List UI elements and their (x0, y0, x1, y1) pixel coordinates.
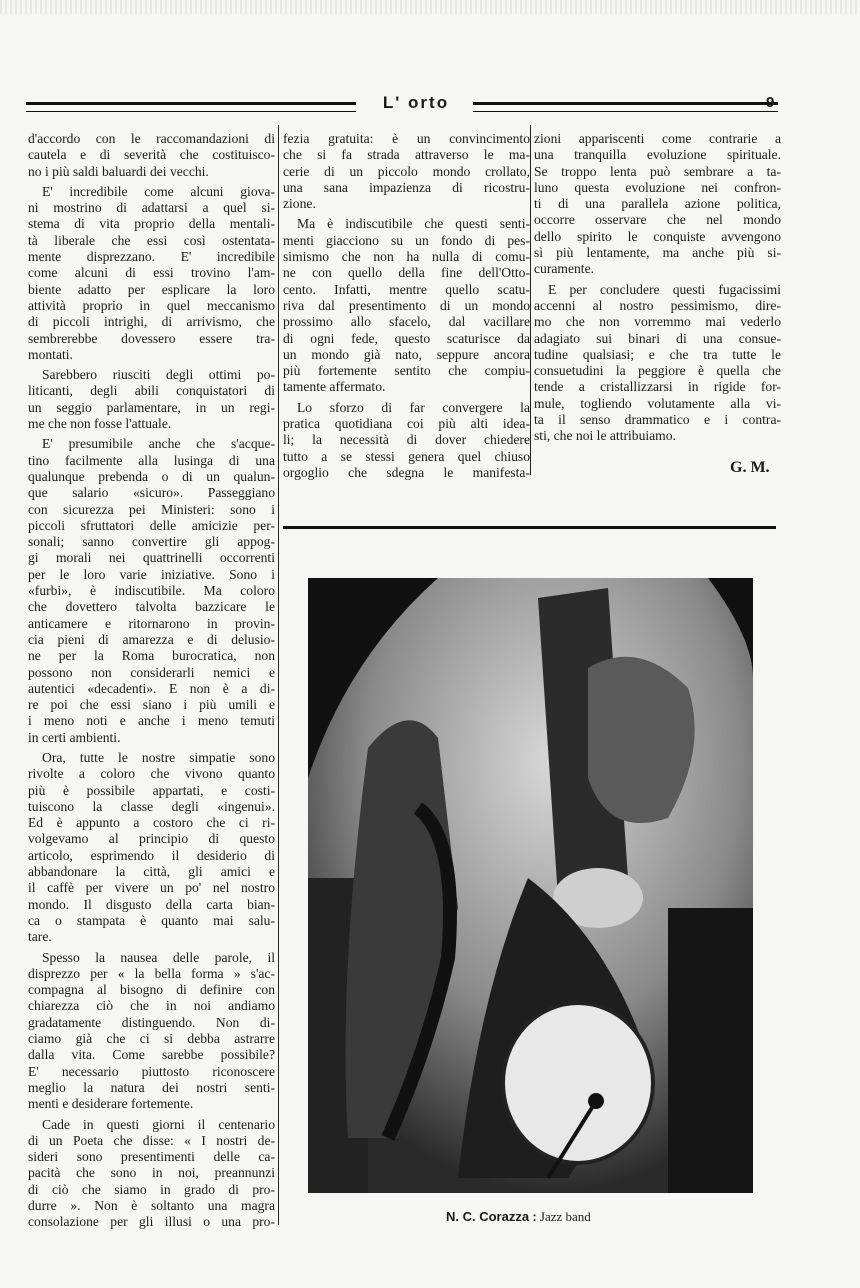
text-line: menti giacciono su un fondo di pes- (283, 232, 530, 248)
paragraph (28, 184, 275, 363)
text-line: d'accordo con le raccomandazioni di (28, 131, 275, 146)
text-line: zioni appariscenti come contrarie a (534, 131, 781, 146)
text-line: meglio la natura dei nostri senti- (28, 1079, 275, 1095)
text-line: una sana impazienza di ricostru- (283, 179, 530, 195)
text-line: possono non considerarli nemici e (28, 664, 275, 680)
text-line: i meno noti e anche i meno temuti (28, 713, 275, 729)
text-line: tuiscono la classe degli «ingenui». (28, 798, 275, 814)
text-line: ta il senso drammatico e i contra- (534, 412, 781, 428)
text-line: Se troppo lenta può sembrare a ta- (534, 163, 781, 179)
text-line: Sarebbero riusciti degli ottimi po- (42, 367, 275, 383)
text-line: montati. (28, 346, 73, 362)
text-line: disprezzo per « la bella forma » s'ac- (28, 965, 275, 981)
paragraph (28, 1117, 275, 1231)
text-line: E per concludere questi fugacissimi (548, 281, 781, 297)
text-line: sembrerebbe dovessero essere tra- (28, 330, 275, 346)
text-line: pratica quotidiana coi più alti idea- (283, 416, 530, 432)
magazine-title: L' orto (382, 93, 450, 112)
text-line: Cade in questi giorni il centenario (42, 1116, 275, 1132)
text-line: più fortemente sentito che compiu- (283, 363, 530, 379)
paragraph (283, 216, 530, 395)
scan-noise (0, 0, 860, 14)
text-line: per le loro varie iniziative. Sono i (28, 566, 275, 582)
paragraph (28, 750, 275, 946)
text-line: que salario «sicuro». Passeggiano (28, 485, 275, 501)
text-line: piccoli sfruttatori delle amicizie per- (28, 517, 275, 533)
text-line: cia pieni di amarezza e di delusio- (28, 631, 275, 647)
text-line: attività proprio in quel meccanismo (28, 297, 275, 313)
text-line: dello spirito le conquiste avvengono (534, 228, 781, 244)
text-line: mule, togliendo volutamente alla vi- (534, 395, 781, 411)
text-line: E' incredibile come alcuni giova- (42, 183, 275, 199)
text-line: stema di vita proprio della mentali- (28, 216, 275, 232)
text-line: una tranquilla evoluzione spirituale. (534, 147, 781, 163)
author-signature: G. M. (730, 459, 770, 476)
text-line: tino facilmente alla lusinga di una (28, 452, 275, 468)
header-rule-right (473, 102, 778, 112)
text-line: qualunque prebenda o di un qualun- (28, 468, 275, 484)
text-line: fezia gratuita: è un convincimento (283, 131, 530, 146)
text-line: prossimo allo sfacelo, dal vacillare (283, 314, 530, 330)
text-line: che si fa strada attraverso le ma- (283, 147, 530, 163)
text-line: anticamere e ritornarono in provin- (28, 615, 275, 631)
text-line: cerie di un piccolo mondo crollato, (283, 163, 530, 179)
illustration-caption (446, 1209, 591, 1225)
text-line: più è possibile appartati, e costi- (28, 782, 275, 798)
text-line: pacità che sono in noi, preannunzi (28, 1165, 275, 1181)
text-line: orgoglio che sdegna le manifesta- (283, 464, 530, 480)
text-line: menti e desiderare fortemente. (28, 1096, 194, 1112)
text-line: di un Poeta che disse: « I nostri de- (28, 1132, 275, 1148)
text-line: simismo che non ha nulla di comu- (283, 249, 530, 265)
text-line: sideri sono presentimenti delle ca- (28, 1149, 275, 1165)
paragraph (28, 436, 275, 746)
text-line: E' necessario piuttosto riconoscere (28, 1063, 275, 1079)
text-line: mondo. Il disgusto della carta bian- (28, 896, 275, 912)
text-line: luno questa evoluzione nei confron- (534, 179, 781, 195)
article-column-2 (283, 131, 530, 485)
text-line: con sicurezza pei Ministeri: sono i (28, 501, 275, 517)
paragraph (283, 131, 530, 212)
text-line: liticanti, degli abili conquistatori di (28, 383, 275, 399)
text-line: cautela e di severità che costituisco- (28, 147, 275, 163)
text-line: ne con quello della fine dell'Otto- (283, 265, 530, 281)
text-line: gradatamente distinguendo. Non di- (28, 1014, 275, 1030)
article-column-3 (534, 131, 781, 449)
text-line: tà liberale che essi così ostentata- (28, 232, 275, 248)
caption-title: Jazz band (539, 1209, 591, 1224)
text-line: consuetudini la peggiore è quella che (534, 363, 781, 379)
text-line: compagna al bisogno di definire con (28, 982, 275, 998)
caption-artist: N. C. Corazza (446, 1209, 530, 1224)
text-line: dalla vita. Come sarebbe possibile? (28, 1047, 275, 1063)
text-line: li; la necessità di dover chiedere (283, 432, 530, 448)
text-line: tutto a se stessi genera quel chiuso (283, 448, 530, 464)
text-line: ti di una parallela azione politica, (534, 196, 781, 212)
text-line: come alcuni di essi trovino l'am- (28, 265, 275, 281)
text-line: Lo sforzo di far convergere la (297, 399, 530, 415)
text-line: ciamo già che ci si debba astrarre (28, 1031, 275, 1047)
text-line: tudine qualsiasi; e che tra tutte le (534, 346, 781, 362)
text-line: Ed è appunto a costoro che ci ri- (28, 815, 275, 831)
paragraph (28, 367, 275, 432)
text-line: rivolte a coloro che vivono quanto (28, 766, 275, 782)
text-line: adagiato sui binari di una consue- (534, 330, 781, 346)
text-line: me che non fosse l'attuale. (28, 416, 172, 432)
text-line: di ogni fede, questo scaturisce da (283, 330, 530, 346)
paragraph (534, 131, 781, 278)
text-line: sti, che noi le attribuiamo. (534, 428, 676, 444)
text-line: abbandonare la città, gli amici e (28, 864, 275, 880)
column-divider (530, 125, 531, 475)
column-divider (278, 125, 279, 1225)
section-rule (283, 526, 776, 529)
text-line: Spesso la nausea delle parole, il (42, 949, 275, 965)
jazz-band-illustration (308, 578, 753, 1193)
text-line: tare. (28, 929, 52, 945)
text-line: mo che non vorremmo mai vederlo (534, 314, 781, 330)
text-line: tende a cristallizzarsi in rigide for- (534, 379, 781, 395)
text-line: durre ». Non è soltanto una magra (28, 1198, 275, 1213)
text-line: «furbi», è indiscutibile. Ma coloro (28, 583, 275, 599)
text-line: accenni al nostro pessimismo, dire- (534, 297, 781, 313)
text-line: in certi ambienti. (28, 729, 121, 745)
text-line: di piccoli intrighi, di arrivismo, che (28, 314, 275, 330)
article-column-1 (28, 131, 275, 1235)
paragraph (283, 400, 530, 481)
text-line: mente disprezzano. E' incredibile (28, 249, 275, 265)
text-line: biente adatto per esplicare la loro (28, 281, 275, 297)
text-line: Ora, tutte le nostre simpatie sono (42, 749, 275, 765)
text-line: gi morali nei quattrinelli occorrenti (28, 550, 275, 566)
text-line: il caffè per vivere un po' nel nostro (28, 880, 275, 896)
text-line: E' presumibile anche che s'acque- (42, 436, 275, 452)
text-line: ca o stampata è quanto mai salu- (28, 912, 275, 928)
text-line: Ma è indiscutibile che questi senti- (297, 216, 530, 232)
text-line: occorre osservare che nel mondo (534, 212, 781, 228)
text-line: sonali; sanno convertire gli appog- (28, 534, 275, 550)
text-line: re poi che essi siano i più umili e (28, 697, 275, 713)
text-line: ni mostrino di adattarsi a quel si- (28, 200, 275, 216)
text-line: autentici «decadenti». E non è a di- (28, 680, 275, 696)
paragraph (28, 950, 275, 1113)
text-line: sì più lentamente, ma anche più si- (534, 245, 781, 261)
text-line: zione. (283, 196, 316, 212)
page-header (26, 93, 786, 116)
text-line: ne per la Roma burocratica, non (28, 648, 275, 664)
text-line: no i più saldi baluardi dei vecchi. (28, 163, 209, 179)
paragraph (28, 131, 275, 180)
text-line: tamente affermato. (283, 379, 386, 395)
text-line: articolo, esprimendo il desiderio di (28, 847, 275, 863)
text-line: un seggio parlamentare, in un regi- (28, 399, 275, 415)
text-line: chiarezza ciò che in noi andiamo (28, 998, 275, 1014)
text-line: di ciò che siamo in grado di pro- (28, 1181, 275, 1197)
text-line: volgevamo al principio di questo (28, 831, 275, 847)
text-line: consolazione per gli illusi o una pro- (28, 1214, 275, 1230)
text-line: riva dal presentimento di un mondo (283, 297, 530, 313)
caption-separator: : (532, 1209, 537, 1224)
text-line: un mondo già nato, seppure ancora (283, 346, 530, 362)
text-line: che dovettero talvolta bazzicare le (28, 599, 275, 615)
header-rule-left (26, 102, 356, 112)
page-number: 9 (766, 94, 775, 111)
paragraph (534, 282, 781, 445)
text-line: cento. Infatti, mentre quello scatu- (283, 281, 530, 297)
text-line: curamente. (534, 261, 595, 277)
